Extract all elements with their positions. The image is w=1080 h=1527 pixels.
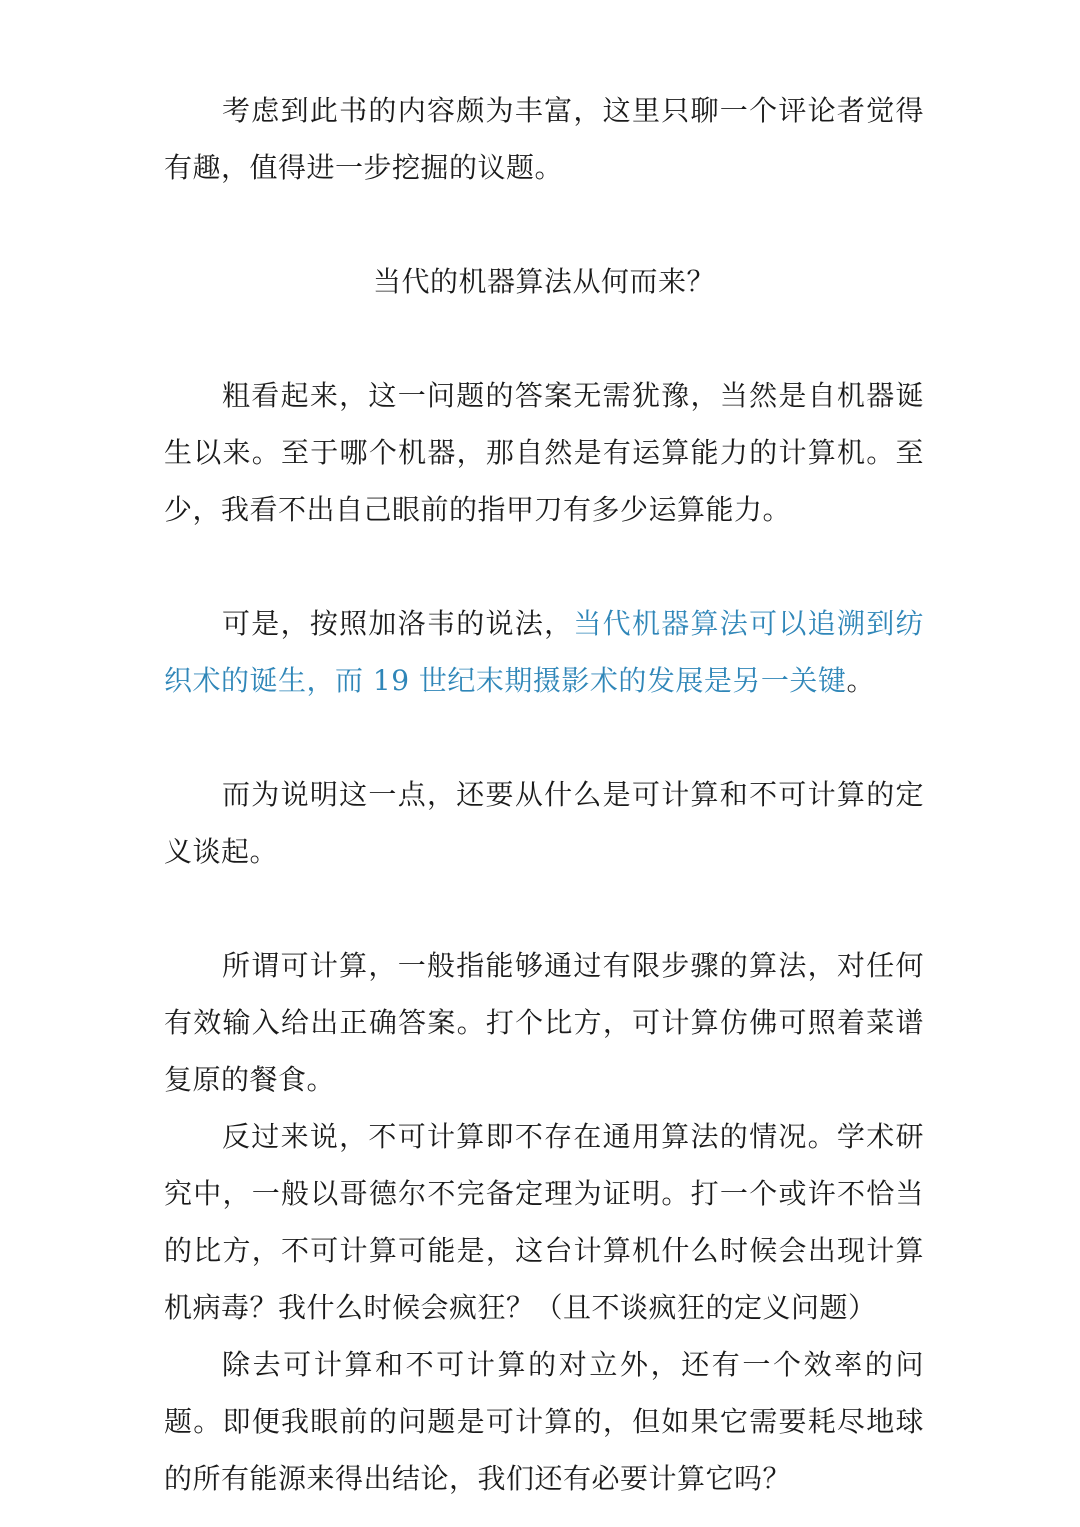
paragraph-efficiency: 除去可计算和不可计算的对立外，还有一个效率的问题。即便我眼前的问题是可计算的，但如果它需要耗尽地球的所有能源来得出结论，我们还有必要计算它吗？ (164, 1348, 924, 1495)
paragraph-intro: 考虑到此书的内容颇为丰富，这里只聊一个评论者觉得有趣，值得进一步挖掘的议题。 (164, 94, 924, 184)
paragraph-uncomputable: 反过来说，不可计算即不存在通用算法的情况。学术研究中，一般以哥德尔不完备定理为证明。打一个或许不恰当的比方，不可计算可能是，这台计算机什么时候会出现计算机病毒？我什么时候会疯狂？（且不谈疯狂的定义问题） (164, 1120, 924, 1324)
paragraph-galloway-tail: 。 (846, 664, 875, 697)
paragraph-definition-intro: 而为说明这一点，还要从什么是可计算和不可计算的定义谈起。 (164, 778, 924, 868)
paragraph-computable: 所谓可计算，一般指能够通过有限步骤的算法，对任何有效输入给出正确答案。打个比方，可计算仿佛可照着菜谱复原的餐食。 (164, 949, 924, 1096)
paragraph-galloway-lead: 可是，按照加洛韦的说法， (222, 607, 574, 640)
paragraph-galloway-claim (164, 595, 924, 709)
paragraph-first-look: 粗看起来，这一问题的答案无需犹豫，当然是自机器诞生以来。至于哪个机器，那自然是有运算能力的计算机。至少，我看不出自己眼前的指甲刀有多少运算能力。 (164, 379, 924, 526)
section-heading: 当代的机器算法从何而来？ (372, 265, 715, 298)
article-body (164, 82, 924, 1507)
highlight-link[interactable]: 当代机器算法可以追溯到纺织术的诞生，而 19 世纪末期摄影术的发展是另一关键 (164, 607, 924, 697)
